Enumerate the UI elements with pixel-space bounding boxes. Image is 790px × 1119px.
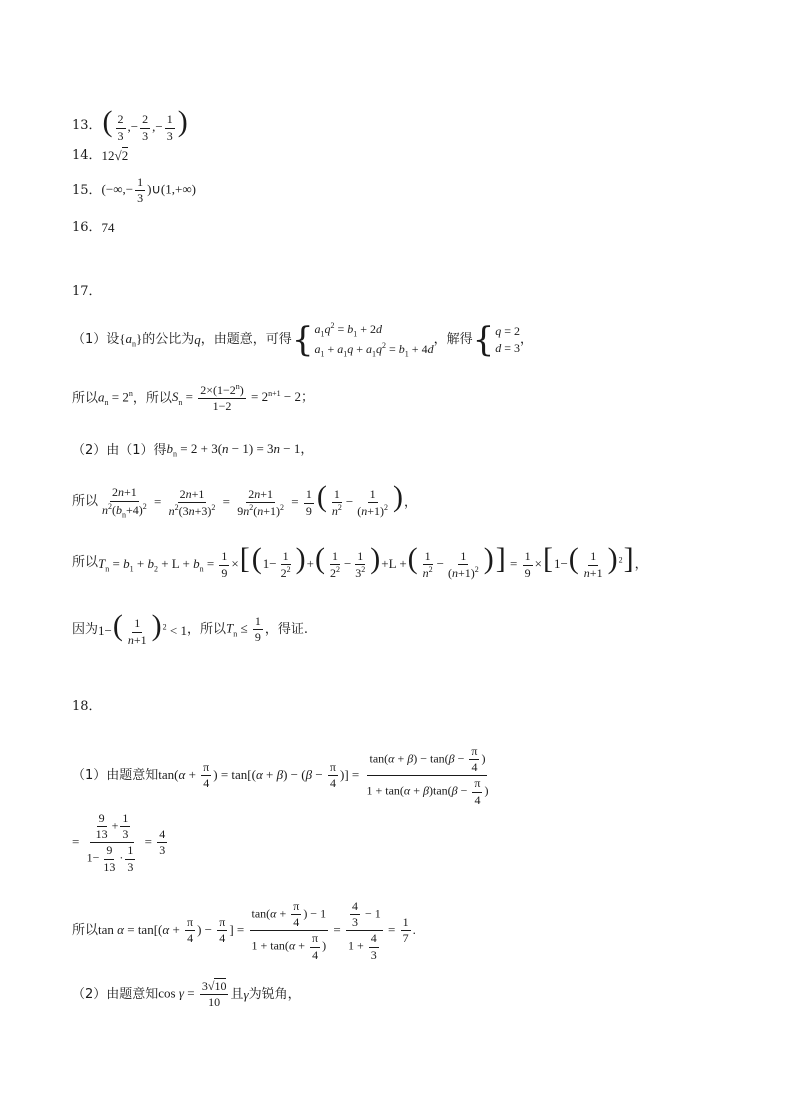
answer-14-number: 14．: [72, 148, 102, 163]
q18-part1-line3: 所以 tan α = tan[(α + $\frac{\pi}{4}$ ) − $\frac{\pi}{4}$ ] = tan(α + $\frac{\pi}{4}$ ) − 1 1 + tan(α + $\frac{\pi}{4}$ ) = $\frac{4}{3}$ − 1 1 + $\frac{4}{3}$ = $\frac{1}{7}$ .: [72, 899, 416, 962]
solution-system: { q = 2 d = 3: [472, 319, 521, 360]
q18-heading: 18．: [72, 699, 102, 714]
answer-16-value: 74: [101, 220, 115, 235]
answer-16: [72, 221, 115, 234]
q17-part2-line1: （2）由（1）得 $b_n = 2 + 3(n - 1) = 3n - 1$，: [72, 441, 314, 459]
q17-heading: 17．: [72, 284, 102, 299]
q17-part1-line1: （1）设 $\{a_n\}$ 的公比为 q ，由题意，可得 { $a_1q^2 = b_1 + 2d$ $a_1 + a_1q + a_1q^2 = b_1 + 4d$ ，解得 { q = 2 d = 3 ，: [72, 319, 534, 360]
answer-13-number: 13．: [72, 117, 102, 133]
answer-14-value: 12√2: [101, 148, 129, 163]
answer-16-number: 16．: [72, 220, 102, 235]
q17-part1-line2: 所以 $a_n = 2^n$ ，所以 $S_n$ = $\frac{2\times(1-2^n)}{1-2}$ = $2^{n+1} - 2$；: [72, 382, 314, 414]
q17-part2-line3: 所以 $T_n = b_1 + b_2 + L + b_n$ = $\frac{1}{9}$ ×[(1− $\frac{1}{2^2}$ )+( $\frac{1}{2^2}$ − $\frac{1}{3^2}$ )+L +( $\frac{1}{n^2}$ − $\frac{1}{(n+1)^2}$ )] = $\frac{1}{9}$ ×[1−( $\frac{1}{n+1}$ )$^2$]，: [72, 542, 648, 581]
answer-13: [72, 105, 189, 143]
q17-part2-line2: 所以 $\frac{2n+1}{n^2(b_n+4)^2}$ = $\frac{2n+1}{n^2(3n+3)^2}$ = $\frac{2n+1}{9n^2(n+1)^2}$ = $\frac{1}{9}$ ( $\frac{1}{n^2}$ − $\frac{1}{(n+1)^2}$ )，: [72, 480, 417, 519]
answer-15-number: 15．: [72, 183, 102, 199]
q18-part1-line1: （1）由题意知 tan(α + $\frac{\pi}{4}$ ) = tan[(α + β) − (β − $\frac{\pi}{4}$ )] = tan(α + β) − tan(β − $\frac{\pi}{4}$ ) 1 + tan(α + β)tan(β − $\frac{\pi}{4}$ ): [72, 744, 489, 807]
q17-conclusion: 因为 1−( $\frac{1}{n+1}$ )$^2$ < 1 ，所以 $T_n$ ≤ $\frac{1}{9}$ ，得证.: [72, 609, 309, 647]
answer-13-vector: ( $\frac{2}{3}$ ,− $\frac{2}{3}$ ,− $\frac{1}{3}$ ): [102, 105, 188, 143]
answer-15: [72, 176, 196, 205]
system-of-equations: { $a_1q^2 = b_1 + 2d$ $a_1 + a_1q + a_1q^2 = b_1 + 4d$: [291, 319, 434, 360]
q18-part1-line2: = $\frac{9}{13}$ + $\frac{1}{3}$ 1− $\frac{9}{13}$ · $\frac{1}{3}$ = $\frac{4}{3}$: [72, 811, 166, 874]
q18-part2-line1: （2）由题意知 cos γ = $\frac{3√10}{10}$ 且 γ 为锐角，: [72, 979, 301, 1010]
answer-15-interval: (−∞,− $\frac{1}{3}$ )∪(1,+∞): [101, 175, 196, 206]
answer-14: [72, 149, 128, 162]
